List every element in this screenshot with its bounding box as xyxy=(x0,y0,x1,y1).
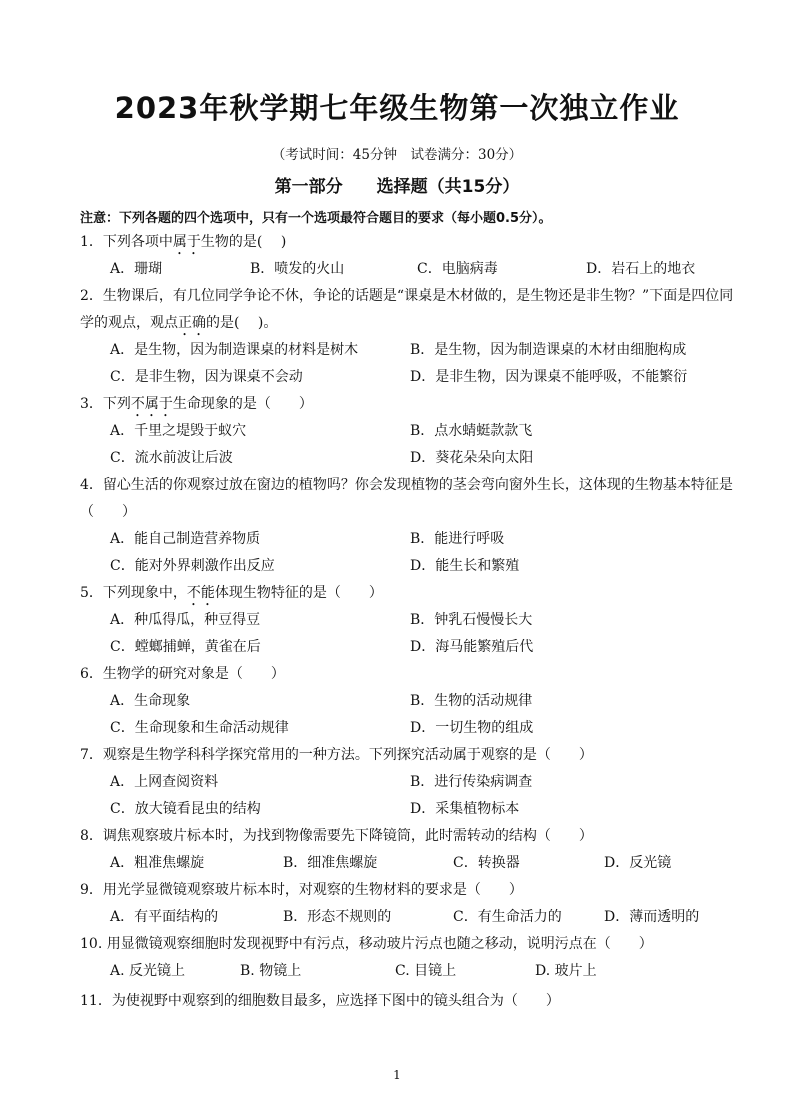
option-b[interactable]: B．点水蜻蜓款款飞 xyxy=(410,423,533,439)
question-3-options-row-1 xyxy=(110,418,740,445)
option-b[interactable]: B．细准焦螺旋 xyxy=(283,855,378,871)
option-a[interactable]: A．粗准焦螺旋 xyxy=(110,855,205,871)
option-a[interactable]: A．生命现象 xyxy=(110,693,191,709)
option-a[interactable]: A．有平面结构的 xyxy=(110,909,219,925)
question-3: 3．下列不属于生命现象的是（ ） xyxy=(80,396,313,412)
option-c[interactable]: C．是非生物，因为课桌不会动 xyxy=(110,369,303,385)
question-5-options-row-2 xyxy=(110,634,740,661)
option-b[interactable]: B. 物镜上 xyxy=(240,963,302,979)
question-8-options xyxy=(110,850,740,877)
option-b[interactable]: B．能进行呼吸 xyxy=(410,531,505,547)
option-b[interactable]: B．形态不规则的 xyxy=(283,909,392,925)
option-c[interactable]: C．流水前波让后波 xyxy=(110,450,233,466)
question-11: 11．为使视野中观察到的细胞数目最多，应选择下图中的镜头组合为（ ） xyxy=(80,993,560,1009)
section-name: 第一部分 xyxy=(274,177,343,197)
instructions: 注意：下列各题的四个选项中，只有一个选项最符合题目的要求（每小题0.5分）。 xyxy=(80,211,552,226)
question-7-options-row-2 xyxy=(110,796,740,823)
question-9-options xyxy=(110,904,740,931)
question-3-options-row-2 xyxy=(110,445,740,472)
option-d[interactable]: D．海马能繁殖后代 xyxy=(410,639,534,655)
question-2-options-row-1 xyxy=(110,337,740,364)
question-2-options-row-2 xyxy=(110,364,740,391)
option-d[interactable]: D．反光镜 xyxy=(604,855,672,871)
option-c[interactable]: C．螳螂捕蝉，黄雀在后 xyxy=(110,639,261,655)
option-a[interactable]: A．珊瑚 xyxy=(110,261,163,277)
option-d[interactable]: D．能生长和繁殖 xyxy=(410,558,520,574)
question-6-options-row-2 xyxy=(110,715,740,742)
option-c[interactable]: C．电脑病毒 xyxy=(417,261,498,277)
option-a[interactable]: A．上网查阅资料 xyxy=(110,774,219,790)
option-a[interactable]: A．种瓜得瓜，种豆得豆 xyxy=(110,612,261,628)
option-c[interactable]: C．放大镜看昆虫的结构 xyxy=(110,801,261,817)
question-8: 8．调焦观察玻片标本时，为找到物像需要先下降镜筒，此时需转动的结构（ ） xyxy=(80,828,593,844)
question-9: 9．用光学显微镜观察玻片标本时，对观察的生物材料的要求是（ ） xyxy=(80,882,523,898)
question-5: 5．下列现象中，不能体现生物特征的是（ ） xyxy=(80,585,383,601)
option-a[interactable]: A．千里之堤毁于蚁穴 xyxy=(110,423,247,439)
option-d[interactable]: D. 玻片上 xyxy=(535,963,597,979)
option-b[interactable]: B．钟乳石慢慢长大 xyxy=(410,612,533,628)
option-c[interactable]: C．生命现象和生命活动规律 xyxy=(110,720,289,736)
option-b[interactable]: B．是生物，因为制造课桌的木材由细胞构成 xyxy=(410,342,687,358)
question-4-options-row-1 xyxy=(110,526,740,553)
option-d[interactable]: D．采集植物标本 xyxy=(410,801,520,817)
option-a[interactable]: A．是生物，因为制造课桌的材料是树木 xyxy=(110,342,359,358)
option-c[interactable]: C．转换器 xyxy=(453,855,520,871)
question-5-options-row-1 xyxy=(110,607,740,634)
question-10: 10. 用显微镜观察细胞时发现视野中有污点，移动玻片污点也随之移动，说明污点在（ ） xyxy=(80,936,653,952)
option-c[interactable]: C. 目镜上 xyxy=(395,963,457,979)
exam-info: （考试时间：45分钟 试卷满分：30分） xyxy=(271,147,523,163)
option-b[interactable]: B．生物的活动规律 xyxy=(410,693,533,709)
question-1: 1．下列各项中属于生物的是( ) xyxy=(80,234,287,250)
question-1-options xyxy=(110,256,740,283)
section-heading xyxy=(0,172,794,197)
question-6-options-row-1 xyxy=(110,688,740,715)
question-2: 2．生物课后，有几位同学争论不休，争论的话题是“课桌是木材做的，是生物还是非生物？”下面是四位同学的观点，观点正确的是( )。 xyxy=(80,288,734,331)
option-a[interactable]: A．能自己制造营养物质 xyxy=(110,531,261,547)
question-10-options xyxy=(110,958,740,985)
option-d[interactable]: D．一切生物的组成 xyxy=(410,720,534,736)
question-7-options-row-1 xyxy=(110,769,740,796)
option-d[interactable]: D．薄而透明的 xyxy=(604,909,700,925)
option-d[interactable]: D．葵花朵朵向太阳 xyxy=(410,450,534,466)
option-c[interactable]: C．有生命活力的 xyxy=(453,909,562,925)
section-label: 选择题（共15分） xyxy=(376,177,520,197)
option-d[interactable]: D．是非生物，因为课桌不能呼吸，不能繁衍 xyxy=(410,369,688,385)
option-d[interactable]: D．岩石上的地衣 xyxy=(586,261,696,277)
question-7: 7．观察是生物学科科学探究常用的一种方法。下列探究活动属于观察的是（ ） xyxy=(80,747,593,763)
question-4-options-row-2 xyxy=(110,553,740,580)
option-c[interactable]: C．能对外界刺激作出反应 xyxy=(110,558,275,574)
page-title: 2023年秋学期七年级生物第一次独立作业 xyxy=(114,91,680,125)
question-6: 6．生物学的研究对象是（ ） xyxy=(80,666,285,682)
question-4: 4．留心生活的你观察过放在窗边的植物吗？你会发现植物的茎会弯向窗外生长，这体现的生物基本特征是（ ） xyxy=(80,477,733,520)
option-b[interactable]: B．进行传染病调查 xyxy=(410,774,533,790)
page-number: 1 xyxy=(393,1068,401,1082)
option-a[interactable]: A. 反光镜上 xyxy=(110,963,186,979)
option-b[interactable]: B．喷发的火山 xyxy=(250,261,345,277)
